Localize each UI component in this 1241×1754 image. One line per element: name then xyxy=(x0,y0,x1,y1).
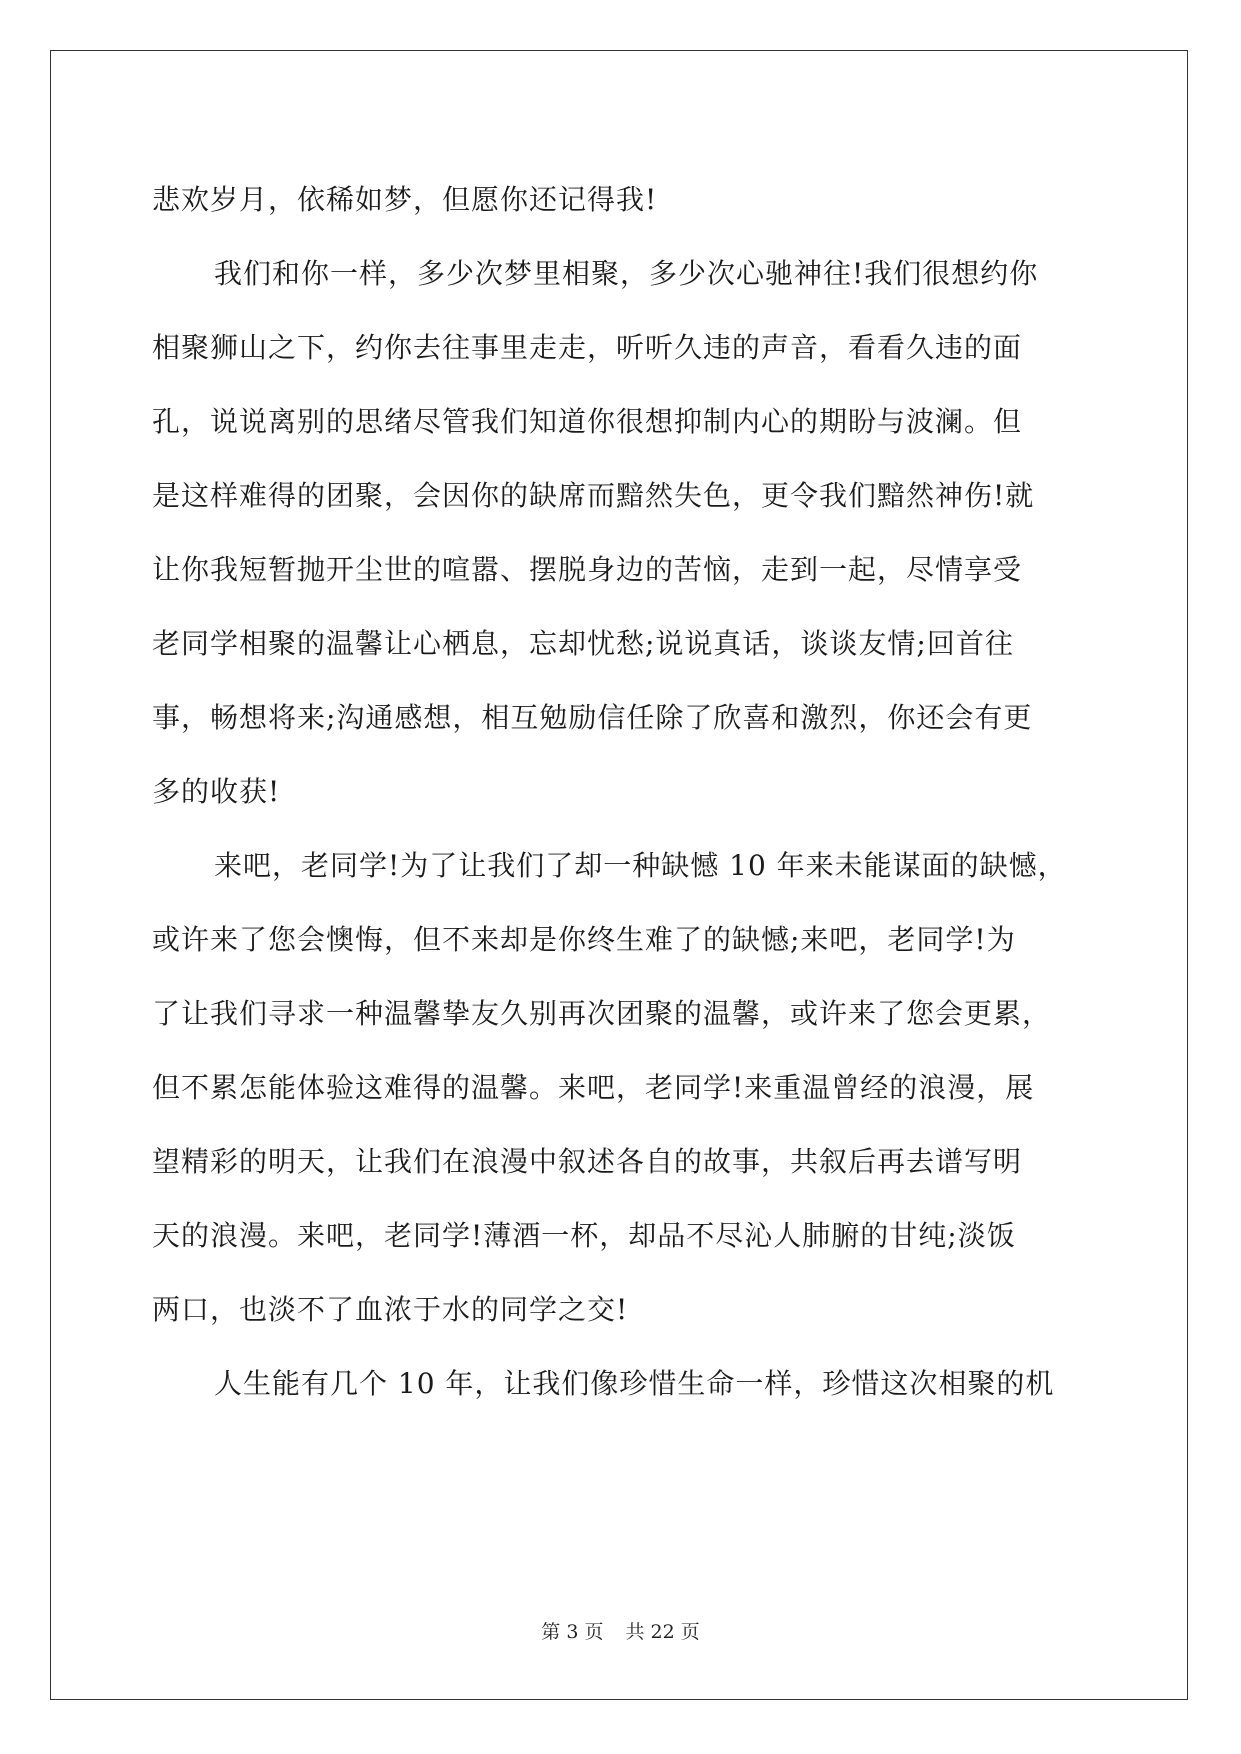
text-line-content: 但不累怎能体验这难得的温馨。来吧，老同学!来重温曾经的浪漫，展 xyxy=(152,1071,1035,1104)
text-line xyxy=(152,903,1092,977)
text-line-content: 多的收获! xyxy=(152,775,281,808)
text-line xyxy=(152,1051,1092,1125)
text-line xyxy=(152,1273,1092,1347)
text-line xyxy=(152,385,1092,459)
text-line xyxy=(152,459,1092,533)
text-line-content: 是这样难得的团聚，会因你的缺席而黯然失色，更令我们黯然神伤!就 xyxy=(152,479,1035,512)
text-line xyxy=(152,681,1092,755)
text-line-content: 两口，也淡不了血浓于水的同学之交! xyxy=(152,1293,629,1326)
page-number: 第 3 页 xyxy=(541,1621,604,1643)
text-line xyxy=(152,755,1092,829)
text-line-content: 或许来了您会懊悔，但不来却是你终生难了的缺憾;来吧，老同学!为 xyxy=(152,923,1016,956)
document-body xyxy=(152,163,1092,1421)
text-line xyxy=(152,1347,1092,1421)
text-line-content: 了让我们寻求一种温馨挚友久别再次团聚的温馨，或许来了您会更累， xyxy=(152,997,1052,1030)
text-line xyxy=(152,977,1092,1051)
text-line xyxy=(152,607,1092,681)
text-line-content: 悲欢岁月，依稀如梦，但愿你还记得我! xyxy=(152,183,658,216)
text-line xyxy=(152,1199,1092,1273)
text-line-content: 来吧，老同学!为了让我们了却一种缺憾 10 年来未能谋面的缺憾， xyxy=(214,849,1067,882)
page-total: 共 22 页 xyxy=(625,1621,700,1643)
text-line xyxy=(152,237,1092,311)
text-line xyxy=(152,163,1092,237)
text-line-content: 我们和你一样，多少次梦里相聚，多少次心驰神往!我们很想约你 xyxy=(214,257,1039,290)
text-line-content: 人生能有几个 10 年，让我们像珍惜生命一样，珍惜这次相聚的机 xyxy=(214,1367,1055,1400)
text-line xyxy=(152,311,1092,385)
text-line-content: 天的浪漫。来吧，老同学!薄酒一杯，却品不尽沁人肺腑的甘纯;淡饭 xyxy=(152,1219,1016,1252)
text-line-content: 老同学相聚的温馨让心栖息，忘却忧愁;说说真话，谈谈友情;回首往 xyxy=(152,627,1014,660)
text-line xyxy=(152,533,1092,607)
text-line xyxy=(152,829,1092,903)
text-line-content: 相聚狮山之下，约你去往事里走走，听听久违的声音，看看久违的面 xyxy=(152,331,1023,364)
text-line-content: 事，畅想将来;沟通感想，相互勉励信任除了欣喜和激烈，你还会有更 xyxy=(152,701,1033,734)
page-footer xyxy=(0,1620,1241,1644)
text-line xyxy=(152,1125,1092,1199)
text-line-content: 让你我短暂抛开尘世的喧嚣、摆脱身边的苦恼，走到一起，尽情享受 xyxy=(152,553,1023,586)
text-line-content: 孔，说说离别的思绪尽管我们知道你很想抑制内心的期盼与波澜。但 xyxy=(152,405,1023,438)
text-line-content: 望精彩的明天，让我们在浪漫中叙述各自的故事，共叙后再去谱写明 xyxy=(152,1145,1023,1178)
